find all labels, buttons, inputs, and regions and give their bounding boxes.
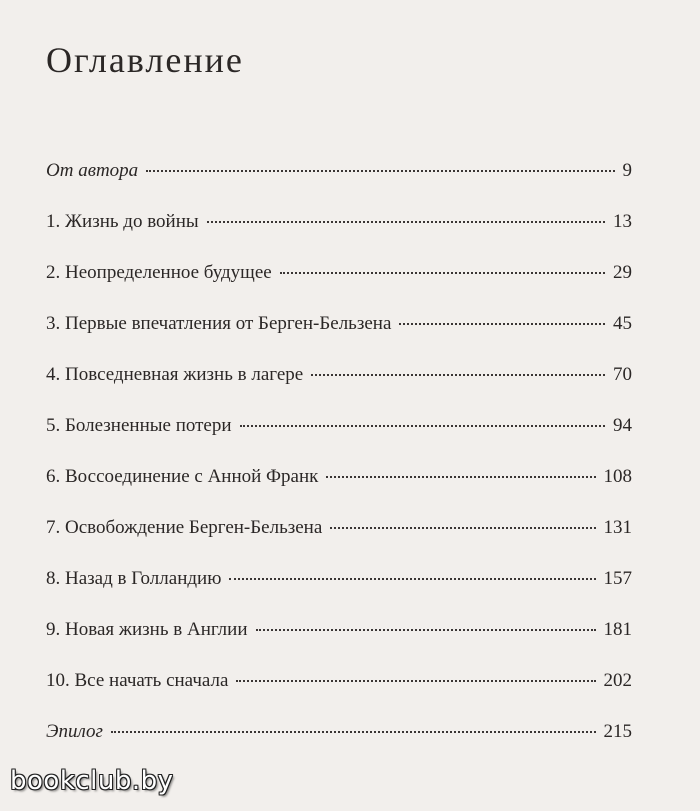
toc-entry-title: Эпилог	[46, 721, 103, 742]
toc-entry-page: 157	[603, 568, 632, 589]
toc-entry-title: 10. Все начать сначала	[46, 670, 229, 691]
toc-entry-title: 1. Жизнь до войны	[46, 211, 199, 232]
toc-entry-page: 181	[603, 619, 632, 640]
dot-leader	[399, 323, 605, 325]
toc-entry	[46, 415, 632, 466]
toc-entry	[46, 670, 632, 721]
toc-entry-title: 7. Освобождение Берген-Бельзена	[46, 517, 323, 538]
dot-leader	[146, 170, 614, 172]
toc-entry	[46, 313, 632, 364]
dot-leader	[330, 527, 595, 529]
page-title: Оглавление	[46, 40, 244, 80]
toc-entry-page: 108	[603, 466, 632, 487]
toc-entry-title: 9. Новая жизнь в Англии	[46, 619, 248, 640]
toc-entry-page: 13	[613, 211, 632, 232]
toc-entry-page: 45	[613, 313, 632, 334]
dot-leader	[311, 374, 605, 376]
toc-entry-title: 8. Назад в Голландию	[46, 568, 222, 589]
toc-entry	[46, 517, 632, 568]
watermark-logo: bookclub.by	[10, 766, 174, 796]
toc-entry-page: 70	[613, 364, 632, 385]
dot-leader	[207, 221, 605, 223]
toc-entry-title: 6. Воссоединение с Анной Франк	[46, 466, 319, 487]
dot-leader	[240, 425, 605, 427]
dot-leader	[326, 476, 595, 478]
toc-entry	[46, 262, 632, 313]
toc-entry	[46, 466, 632, 517]
toc-entry-page: 29	[613, 262, 632, 283]
dot-leader	[280, 272, 605, 274]
dot-leader	[111, 731, 596, 733]
toc-entry	[46, 568, 632, 619]
toc-entry-page: 131	[603, 517, 632, 538]
toc-entry-title: От автора	[46, 160, 139, 181]
toc-entry	[46, 721, 632, 772]
toc-entry	[46, 619, 632, 670]
toc-entry-title: 3. Первые впечатления от Берген-Бельзена	[46, 313, 392, 334]
dot-leader	[236, 680, 595, 682]
toc-entry-page: 215	[603, 721, 632, 742]
toc-entry	[46, 364, 632, 415]
toc-entry-title: 2. Неопределенное будущее	[46, 262, 272, 283]
toc-entry	[46, 160, 632, 211]
toc-entry	[46, 211, 632, 262]
dot-leader	[229, 578, 595, 580]
toc-entry-page: 202	[603, 670, 632, 691]
toc-entry-page: 94	[613, 415, 632, 436]
table-of-contents	[46, 160, 632, 772]
toc-entry-title: 4. Повседневная жизнь в лагере	[46, 364, 304, 385]
toc-entry-page: 9	[622, 160, 632, 181]
toc-entry-title: 5. Болезненные потери	[46, 415, 232, 436]
dot-leader	[256, 629, 596, 631]
